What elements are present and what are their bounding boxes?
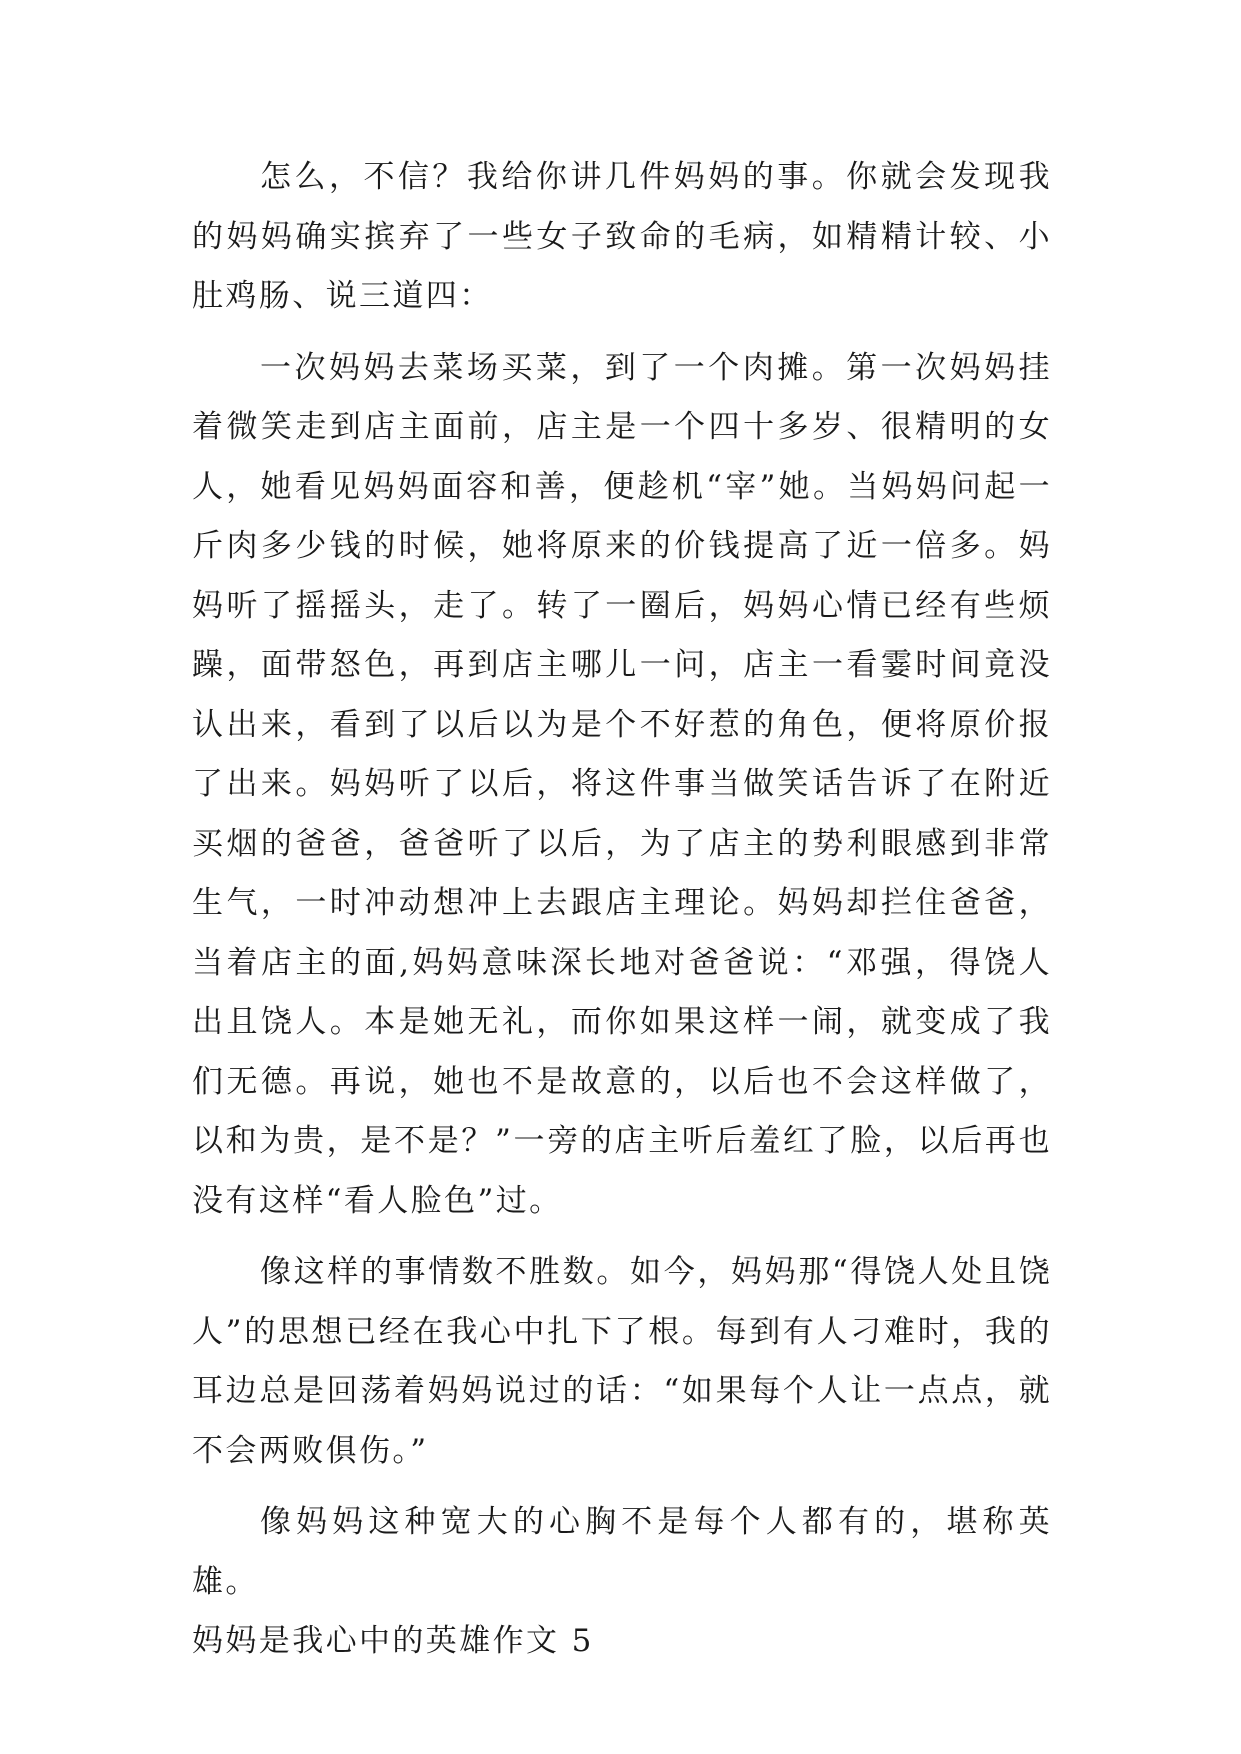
document-page [192,148,1052,1672]
next-essay-heading: 妈妈是我心中的英雄作文 5 [192,1623,594,1659]
paragraph-meat-stall-story: 一次妈妈去菜场买菜，到了一个肉摊。第一次妈妈挂着微笑走到店主面前，店主是一个四十多岁、很精明的女人，她看见妈妈面容和善，便趁机“宰”她。当妈妈问起一斤肉多少钱的时候，她将原来的价钱提高了近一倍多。妈妈听了摇摇头，走了。转了一圈后，妈妈心情已经有些烦躁，面带怒色，再到店主哪儿一问，店主一看霎时间竟没认出来，看到了以后以为是个不好惹的角色，便将原价报了出来。妈妈听了以后，将这件事当做笑话告诉了在附近买烟的爸爸，爸爸听了以后，为了店主的势利眼感到非常生气，一时冲动想冲上去跟店主理论。妈妈却拦住爸爸，当着店主的面,妈妈意味深长地对爸爸说：“邓强，得饶人出且饶人。本是她无礼，而你如果这样一闹，就变成了我们无德。再说，她也不是故意的，以后也不会这样做了，以和为贵，是不是？”一旁的店主听后羞红了脸，以后再也没有这样“看人脸色”过。 [192,349,1052,1219]
paragraph-intro: 怎么，不信？我给你讲几件妈妈的事。你就会发现我的妈妈确实摈弃了一些女子致命的毛病，如精精计较、小肚鸡肠、说三道四： [192,159,1052,314]
paragraph-conclusion: 像妈妈这种宽大的心胸不是每个人都有的，堪称英雄。 [192,1504,1052,1600]
paragraph-lesson: 像这样的事情数不胜数。如今，妈妈那“得饶人处且饶人”的思想已经在我心中扎下了根。每到有人刁难时，我的耳边总是回荡着妈妈说过的话：“如果每个人让一点点，就不会两败俱伤。” [192,1254,1052,1469]
